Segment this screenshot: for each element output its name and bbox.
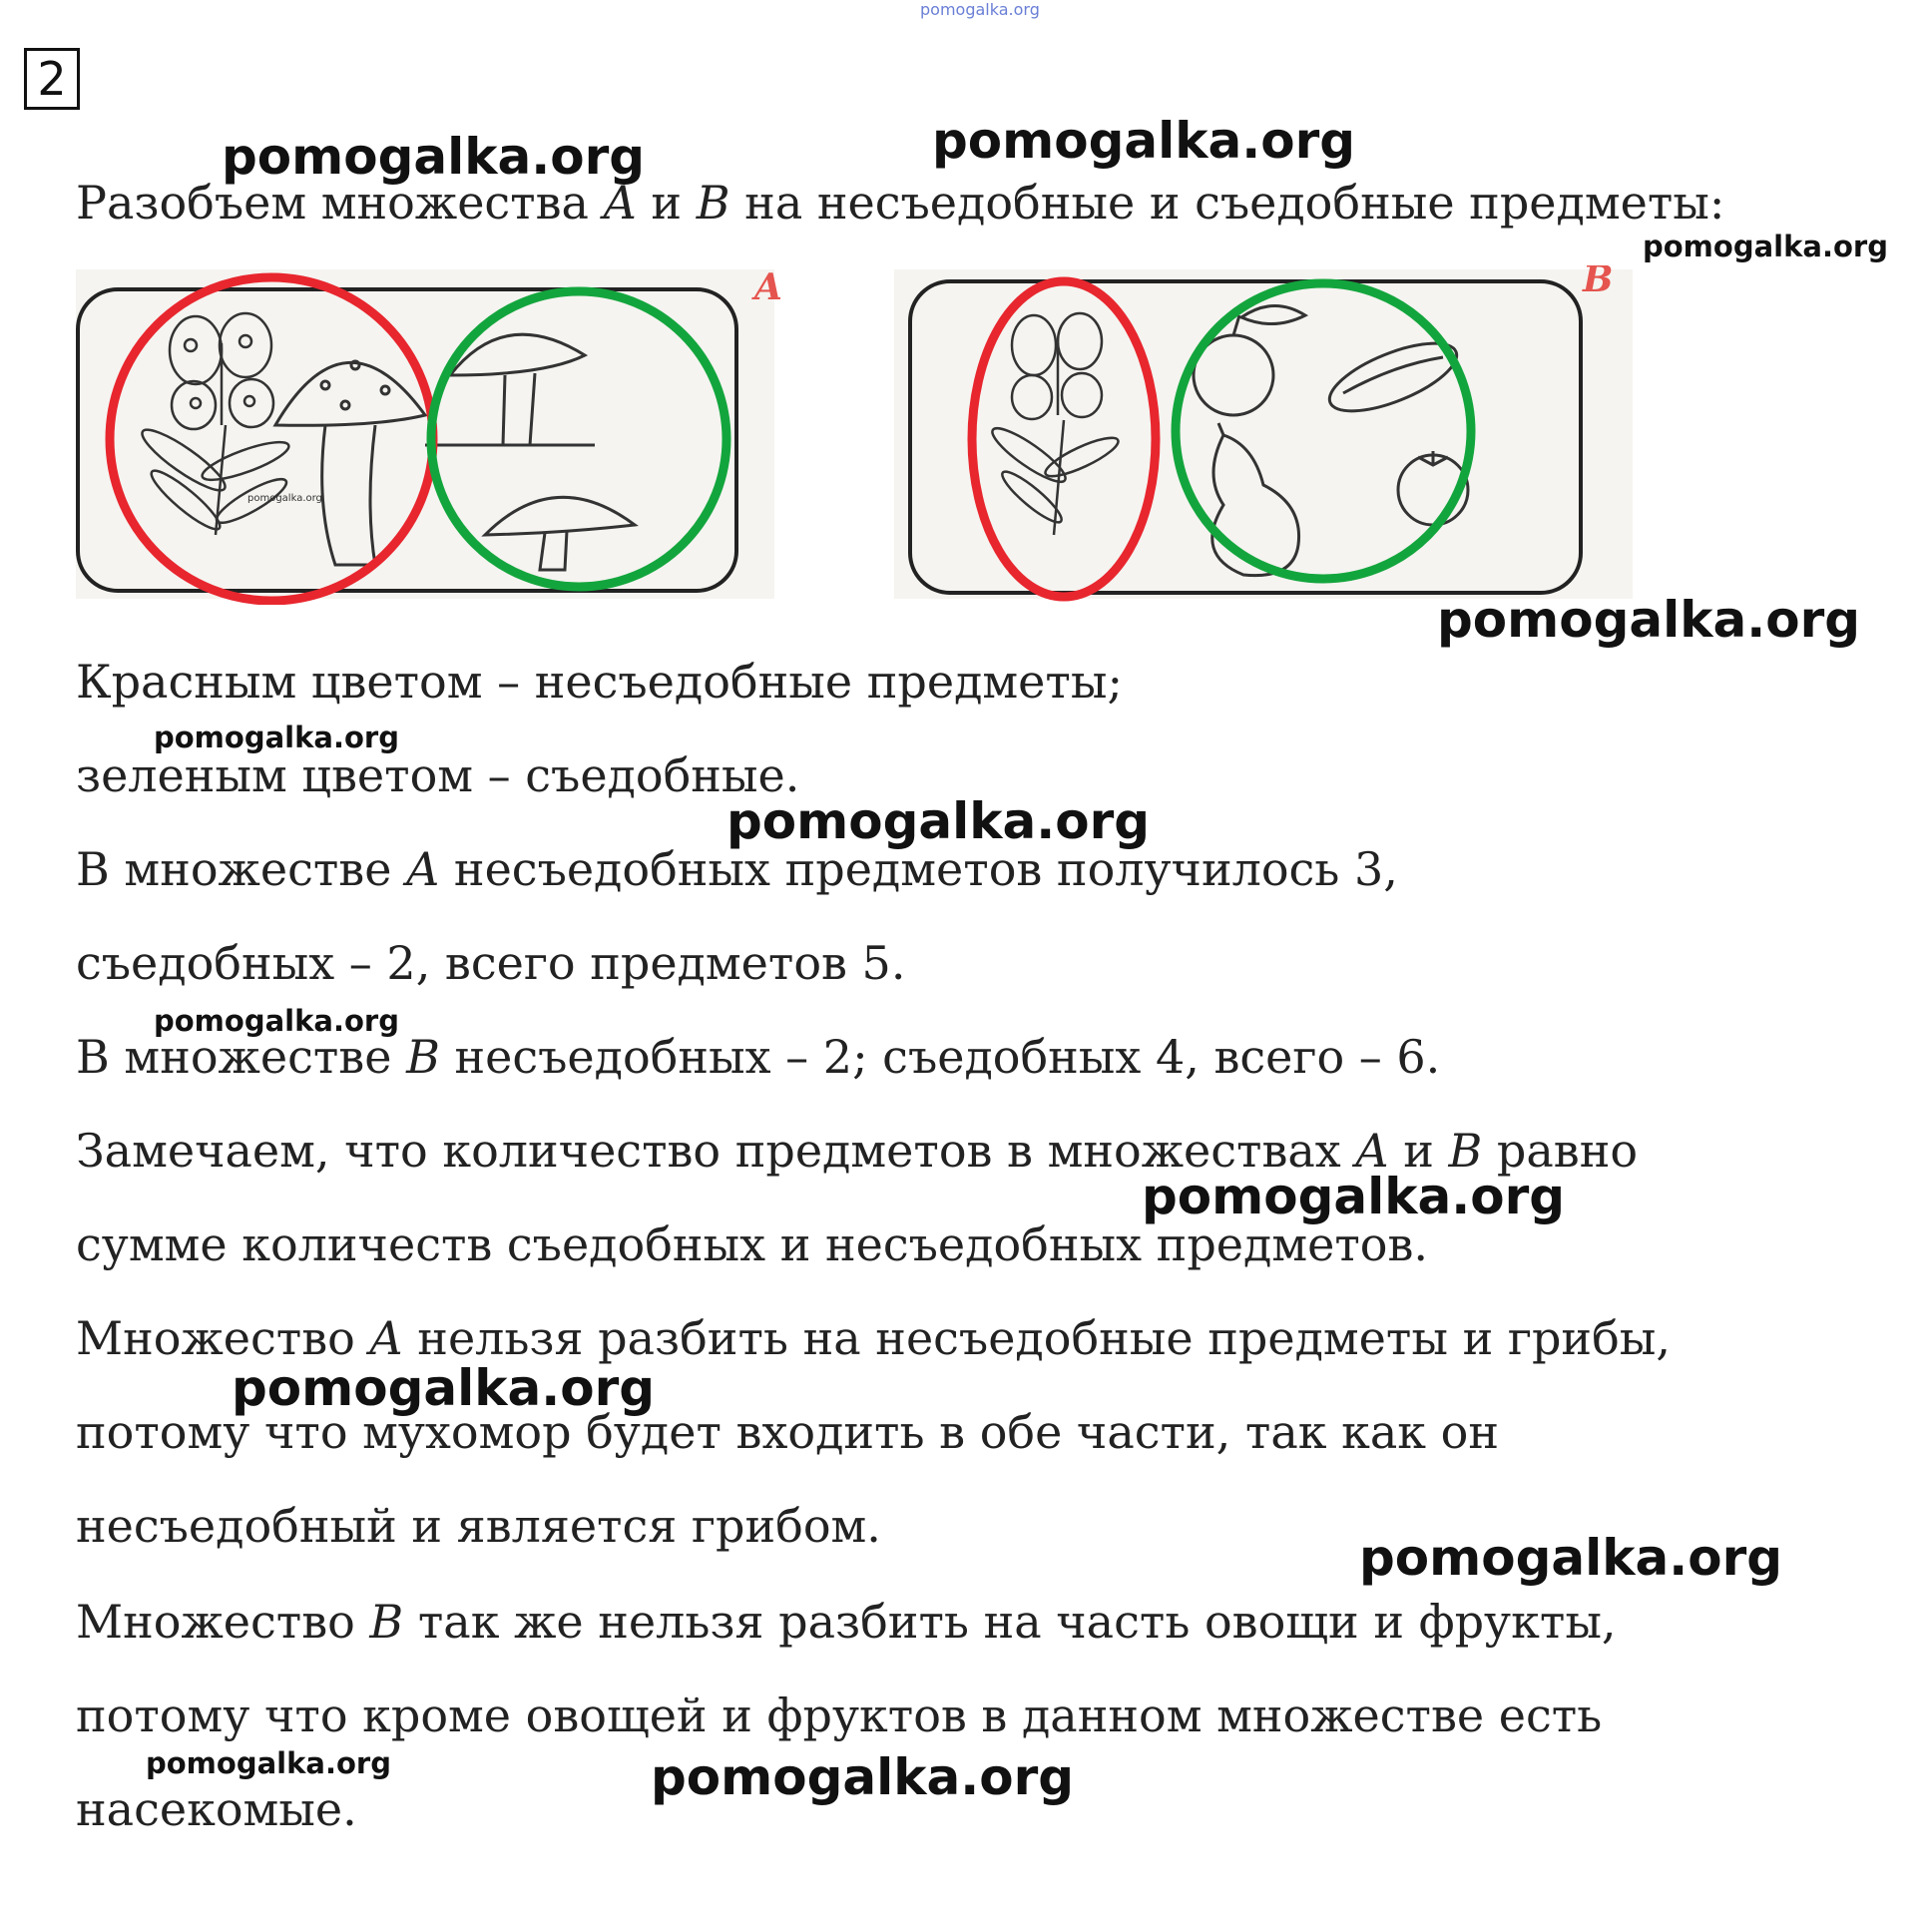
watermark: pomogalka.org — [232, 1359, 656, 1417]
watermark: pomogalka.org — [726, 792, 1151, 850]
set-b-label: B — [1583, 265, 1614, 300]
figure-watermark: pomogalka.org — [247, 493, 322, 504]
watermark: pomogalka.org — [222, 128, 646, 186]
text-line-2: Красным цветом – несъедобные предметы; — [76, 655, 1123, 709]
text-line-7-a: Замечаем, что количество предметов в множествах — [76, 1124, 1356, 1178]
text-line-4-a: В множестве — [76, 842, 407, 896]
text-line-12 — [76, 1595, 1617, 1649]
task-number: 2 — [24, 48, 80, 110]
text-line-10: потому что мухомор будет входить в обе части, так как он — [76, 1405, 1500, 1459]
text-line-12-a: Множество — [76, 1595, 370, 1649]
text-line-6 — [76, 1030, 1440, 1084]
text-line-1-a: Разобъем множества — [76, 176, 604, 230]
text-line-6-a: В множестве — [76, 1030, 407, 1084]
text-line-4 — [76, 842, 1398, 896]
text-line-13: потому что кроме овощей и фруктов в данном множестве есть — [76, 1688, 1603, 1742]
text-line-6-b: несъедобных – 2; съедобных 4, всего – 6. — [439, 1030, 1441, 1084]
watermark: pomogalka.org — [1643, 230, 1888, 263]
text-line-14: насекомые. — [76, 1782, 357, 1836]
text-line-9-b: нельзя разбить на несъедобные предметы и грибы, — [402, 1311, 1672, 1365]
watermark: pomogalka.org — [154, 721, 399, 754]
text-line-7-b: и — [1388, 1124, 1449, 1178]
sets-figure-svg — [76, 265, 1633, 605]
text-line-1-c: на несъедобные и съедобные предметы: — [729, 176, 1725, 230]
watermark: pomogalka.org — [154, 1004, 399, 1038]
text-line-4-b: несъедобных предметов получилось 3, — [439, 842, 1398, 896]
text-line-11: несъедобный и является грибом. — [76, 1499, 881, 1553]
variable-a: A — [406, 842, 440, 896]
text-line-8: сумме количеств съедобных и несъедобных предметов. — [76, 1217, 1429, 1271]
text-line-9 — [76, 1311, 1671, 1365]
text-line-5: съедобных – 2, всего предметов 5. — [76, 936, 906, 990]
variable-b: B — [406, 1030, 440, 1084]
sets-figure — [76, 265, 1633, 605]
variable-a: A — [603, 176, 637, 230]
watermark: pomogalka.org — [1359, 1529, 1783, 1587]
text-line-12-b: так же нельзя разбить на часть овощи и фрукты, — [403, 1595, 1617, 1649]
text-line-3: зеленым цветом – съедобные. — [76, 748, 800, 802]
variable-a: A — [1355, 1124, 1389, 1178]
watermark: pomogalka.org — [1142, 1168, 1566, 1225]
text-line-7-c: равно — [1482, 1124, 1639, 1178]
variable-b: B — [696, 176, 730, 230]
variable-b: B — [1448, 1124, 1483, 1178]
variable-b: B — [369, 1595, 404, 1649]
text-line-9-a: Множество — [76, 1311, 370, 1365]
watermark-top: pomogalka.org — [920, 0, 1040, 19]
text-line-1-b: и — [636, 176, 697, 230]
watermark: pomogalka.org — [651, 1748, 1075, 1806]
watermark: pomogalka.org — [1437, 591, 1861, 649]
variable-a: A — [369, 1311, 403, 1365]
set-a-label: A — [754, 266, 782, 308]
watermark: pomogalka.org — [932, 112, 1356, 170]
watermark: pomogalka.org — [146, 1746, 391, 1780]
